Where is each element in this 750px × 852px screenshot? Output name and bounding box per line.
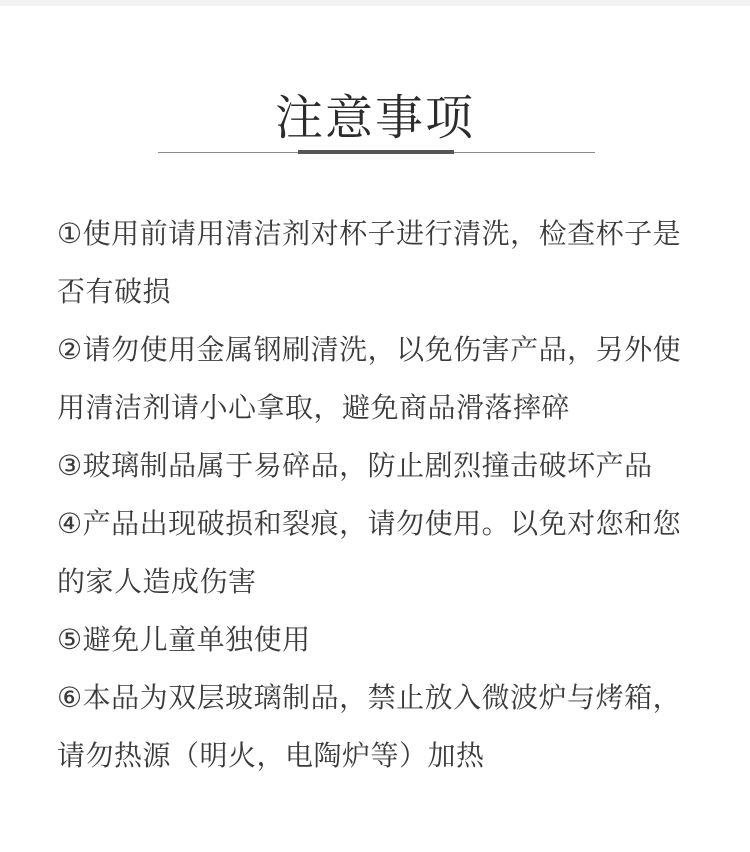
- note-item-1: ①使用前请用清洁剂对杯子进行清洗，检查杯子是否有破损: [57, 217, 682, 308]
- title-underline-accent: [298, 150, 454, 154]
- note-item-6: ⑥本品为双层玻璃制品，禁止放入微波炉与烤箱，请勿热源（明火，电陶炉等）加热: [57, 681, 682, 772]
- top-divider-strip: [0, 0, 750, 6]
- note-item-3: ③玻璃制品属于易碎品，防止剧烈撞击破坏产品: [57, 449, 653, 482]
- note-item-5: ⑤避免儿童单独使用: [57, 623, 311, 656]
- note-item-2: ②请勿使用金属钢刷清洗，以免伤害产品，另外使用清洁剂请小心拿取，避免商品滑落摔碎: [57, 333, 682, 424]
- page-title: 注意事项: [274, 90, 475, 146]
- notes-list: [57, 205, 707, 785]
- note-item-4: ④产品出现破损和裂痕，请勿使用。以免对您和您的家人造成伤害: [57, 507, 682, 598]
